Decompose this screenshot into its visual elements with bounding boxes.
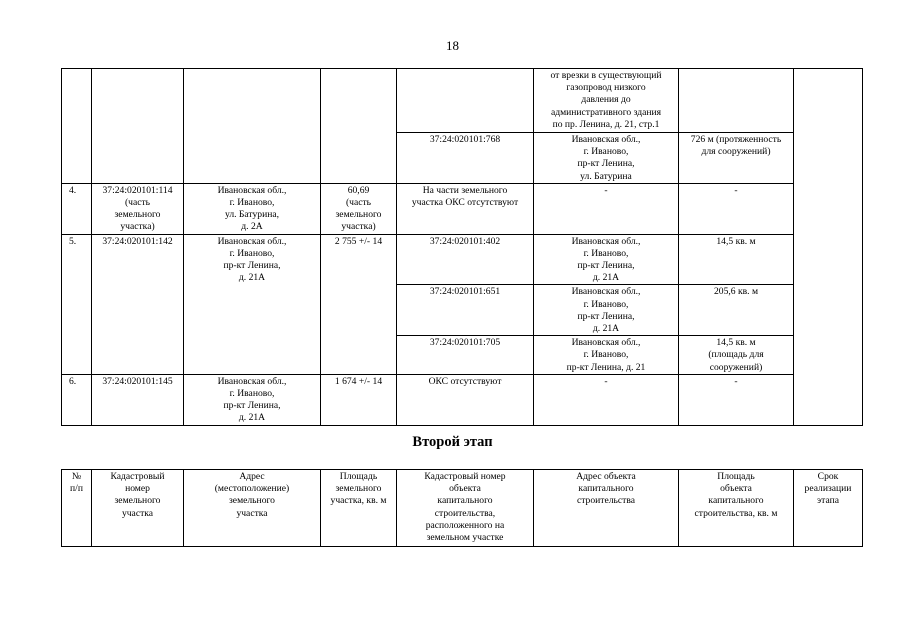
oks-address-cell: Ивановская обл., г. Иваново, пр-кт Ленина, д. 21 bbox=[534, 336, 679, 375]
row-number-cell: 5. bbox=[62, 234, 92, 374]
table-row bbox=[62, 374, 863, 425]
address-cell: Ивановская обл., г. Иваново, ул. Батурина, д. 2А bbox=[184, 183, 321, 234]
cadastral-number-cell: 37:24:020101:142 bbox=[92, 234, 184, 374]
land-area-cell: 1 674 +/- 14 bbox=[321, 374, 397, 425]
table-row bbox=[62, 234, 863, 285]
stage-two-table bbox=[61, 469, 863, 547]
header-address: Адрес (местоположение) земельного участка bbox=[184, 470, 321, 547]
row-number-cell: 6. bbox=[62, 374, 92, 425]
oks-address-cell: Ивановская обл., г. Иваново, пр-кт Ленина, д. 21А bbox=[534, 285, 679, 336]
oks-address-cell: от врезки в существующий газопровод низкого давления до административного здания по пр. Ленина, д. 21, стр.1 bbox=[534, 69, 679, 133]
oks-cadastral-cell: ОКС отсутствуют bbox=[397, 374, 534, 425]
address-cell: Ивановская обл., г. Иваново, пр-кт Ленина, д. 21А bbox=[184, 374, 321, 425]
oks-area-cell: 14,5 кв. м (площадь для сооружений) bbox=[679, 336, 794, 375]
header-cadastral-number: Кадастровый номер земельного участка bbox=[92, 470, 184, 547]
oks-cadastral-cell: 37:24:020101:768 bbox=[397, 133, 534, 184]
table-row bbox=[62, 69, 863, 133]
land-area-cell: 60,69 (часть земельного участка) bbox=[321, 183, 397, 234]
oks-area-cell: - bbox=[679, 374, 794, 425]
oks-cadastral-cell: 37:24:020101:705 bbox=[397, 336, 534, 375]
oks-area-cell: 205,6 кв. м bbox=[679, 285, 794, 336]
header-term: Срок реализации этапа bbox=[794, 470, 863, 547]
stage-one-table-continuation bbox=[61, 68, 863, 426]
oks-address-cell: - bbox=[534, 374, 679, 425]
header-number: № п/п bbox=[62, 470, 92, 547]
oks-area-cell: 14,5 кв. м bbox=[679, 234, 794, 285]
row-number-cell: 4. bbox=[62, 183, 92, 234]
oks-cadastral-cell: 37:24:020101:402 bbox=[397, 234, 534, 285]
section-title: Второй этап bbox=[412, 434, 493, 450]
address-cell: Ивановская обл., г. Иваново, пр-кт Ленина, д. 21А bbox=[184, 234, 321, 374]
oks-address-cell: Ивановская обл., г. Иваново, пр-кт Ленина, д. 21А bbox=[534, 234, 679, 285]
table-row bbox=[62, 183, 863, 234]
oks-cadastral-cell: 37:24:020101:651 bbox=[397, 285, 534, 336]
oks-area-cell: 726 м (протяженность для сооружений) bbox=[679, 133, 794, 184]
land-area-cell: 2 755 +/- 14 bbox=[321, 234, 397, 374]
oks-address-cell: - bbox=[534, 183, 679, 234]
header-oks-address: Адрес объекта капитального строительства bbox=[534, 470, 679, 547]
header-oks-area: Площадь объекта капитального строительства, кв. м bbox=[679, 470, 794, 547]
header-oks-cadastral-number: Кадастровый номер объекта капитального строительства, расположенного на земельном участке bbox=[397, 470, 534, 547]
header-land-area: Площадь земельного участка, кв. м bbox=[321, 470, 397, 547]
term-cell bbox=[794, 69, 863, 426]
oks-address-cell: Ивановская обл., г. Иваново, пр-кт Ленина, ул. Батурина bbox=[534, 133, 679, 184]
table-header-row bbox=[62, 470, 863, 547]
page-number: 18 bbox=[446, 38, 459, 53]
oks-area-cell: - bbox=[679, 183, 794, 234]
cadastral-number-cell: 37:24:020101:145 bbox=[92, 374, 184, 425]
oks-cadastral-cell: На части земельного участка ОКС отсутствуют bbox=[397, 183, 534, 234]
cadastral-number-cell: 37:24:020101:114 (часть земельного участка) bbox=[92, 183, 184, 234]
